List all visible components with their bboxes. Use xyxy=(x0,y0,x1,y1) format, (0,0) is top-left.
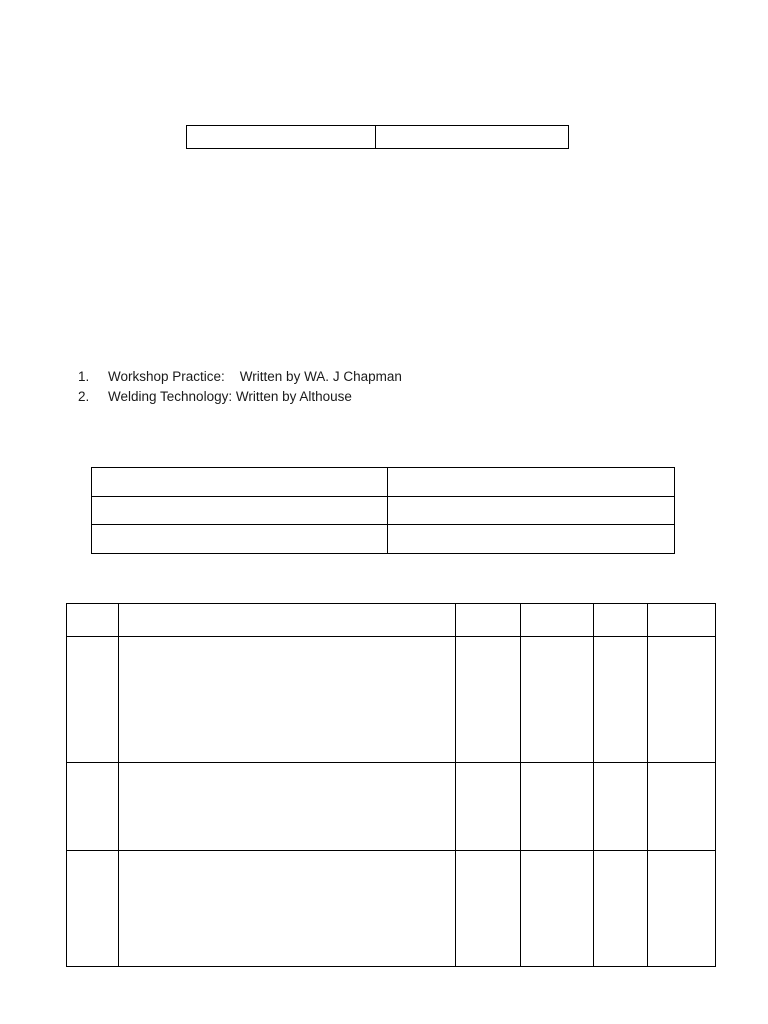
table-row xyxy=(92,525,675,554)
table-cell xyxy=(388,496,675,525)
list-item-text: Workshop Practice: Written by WA. J Chapman xyxy=(108,369,402,384)
table-cell xyxy=(67,637,119,763)
bottom-table xyxy=(66,603,716,967)
table-cell xyxy=(648,763,716,851)
table-cell xyxy=(521,604,594,637)
table-cell xyxy=(456,851,521,967)
table-cell xyxy=(67,851,119,967)
list-item-text: Welding Technology: Written by Althouse xyxy=(108,389,352,404)
list-item xyxy=(78,367,402,387)
top-table xyxy=(186,125,569,149)
table-cell xyxy=(119,604,456,637)
table-cell xyxy=(521,763,594,851)
table-cell xyxy=(92,496,388,525)
table-row xyxy=(187,126,569,149)
list-item xyxy=(78,387,402,407)
table-cell xyxy=(594,851,648,967)
table-cell xyxy=(594,637,648,763)
table-cell xyxy=(119,763,456,851)
table-cell xyxy=(648,851,716,967)
table-cell xyxy=(456,637,521,763)
table-row xyxy=(92,468,675,497)
table-cell xyxy=(456,604,521,637)
table-cell xyxy=(594,604,648,637)
table-cell xyxy=(119,637,456,763)
table-cell xyxy=(119,851,456,967)
table-cell xyxy=(456,763,521,851)
table-row xyxy=(67,763,716,851)
table-cell xyxy=(92,525,388,554)
table-cell xyxy=(594,763,648,851)
table-row xyxy=(67,851,716,967)
table-row xyxy=(67,637,716,763)
table-cell xyxy=(521,851,594,967)
table-cell xyxy=(648,604,716,637)
middle-table xyxy=(91,467,675,554)
table-cell xyxy=(648,637,716,763)
table-row xyxy=(67,604,716,637)
table-cell xyxy=(521,637,594,763)
table-cell xyxy=(187,126,376,149)
table-row xyxy=(92,496,675,525)
table-cell xyxy=(376,126,569,149)
table-cell xyxy=(388,525,675,554)
table-cell xyxy=(67,763,119,851)
table-cell xyxy=(92,468,388,497)
list-item-number: 1. xyxy=(78,369,90,384)
table-cell xyxy=(67,604,119,637)
list-item-number: 2. xyxy=(78,389,90,404)
reference-list xyxy=(78,367,402,407)
table-cell xyxy=(388,468,675,497)
